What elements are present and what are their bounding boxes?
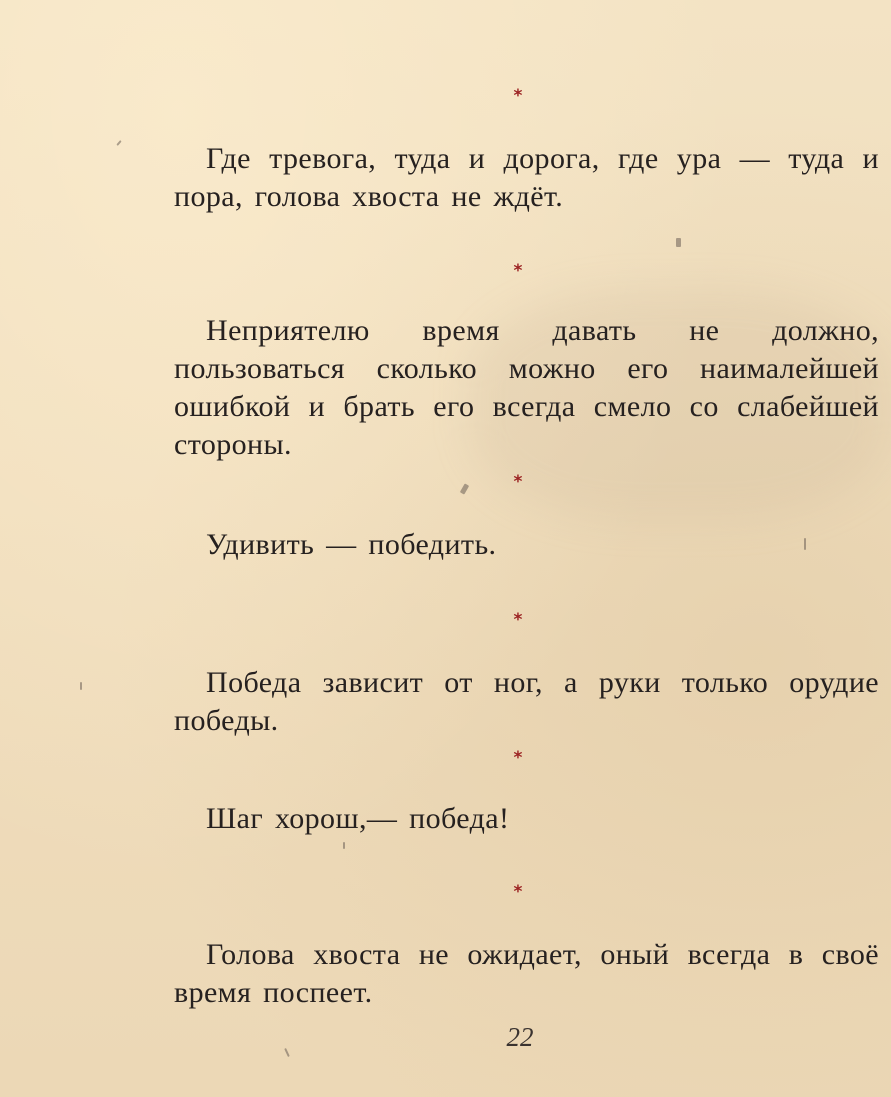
paper-speck [284,1048,290,1057]
maxim-paragraph: Удивить — победить. [206,528,497,561]
paper-speck [676,238,681,247]
maxim-paragraph: Победа зависит от ног, а руки только орудие победы. [174,666,879,737]
maxim-paragraph: Где тревога, туда и дорога, где ура — туда и пора, голова хвоста не ждёт. [174,142,879,213]
separator-asterisk: * [513,472,523,492]
maxim-paragraph: Неприятелю время давать не должно, пользоваться сколько можно его наималейшей ошибкой и брать его всегда смело со слабейшей стороны. [174,314,879,461]
separator-asterisk: * [513,882,523,902]
separator-asterisk: * [513,261,523,281]
paper-speck [460,483,469,494]
separator-asterisk: * [513,610,523,630]
maxim-paragraph: Шаг хорош,— победа! [206,802,510,835]
paper-speck [343,842,345,849]
paper-speck [80,682,82,690]
maxim-paragraph: Голова хвоста не ожидает, оный всегда в своё время поспеет. [174,938,879,1009]
paper-speck [116,140,121,146]
page-number: 22 [506,1022,534,1052]
separator-asterisk: * [513,748,523,768]
paper-speck [804,538,806,550]
separator-asterisk: * [513,86,523,106]
